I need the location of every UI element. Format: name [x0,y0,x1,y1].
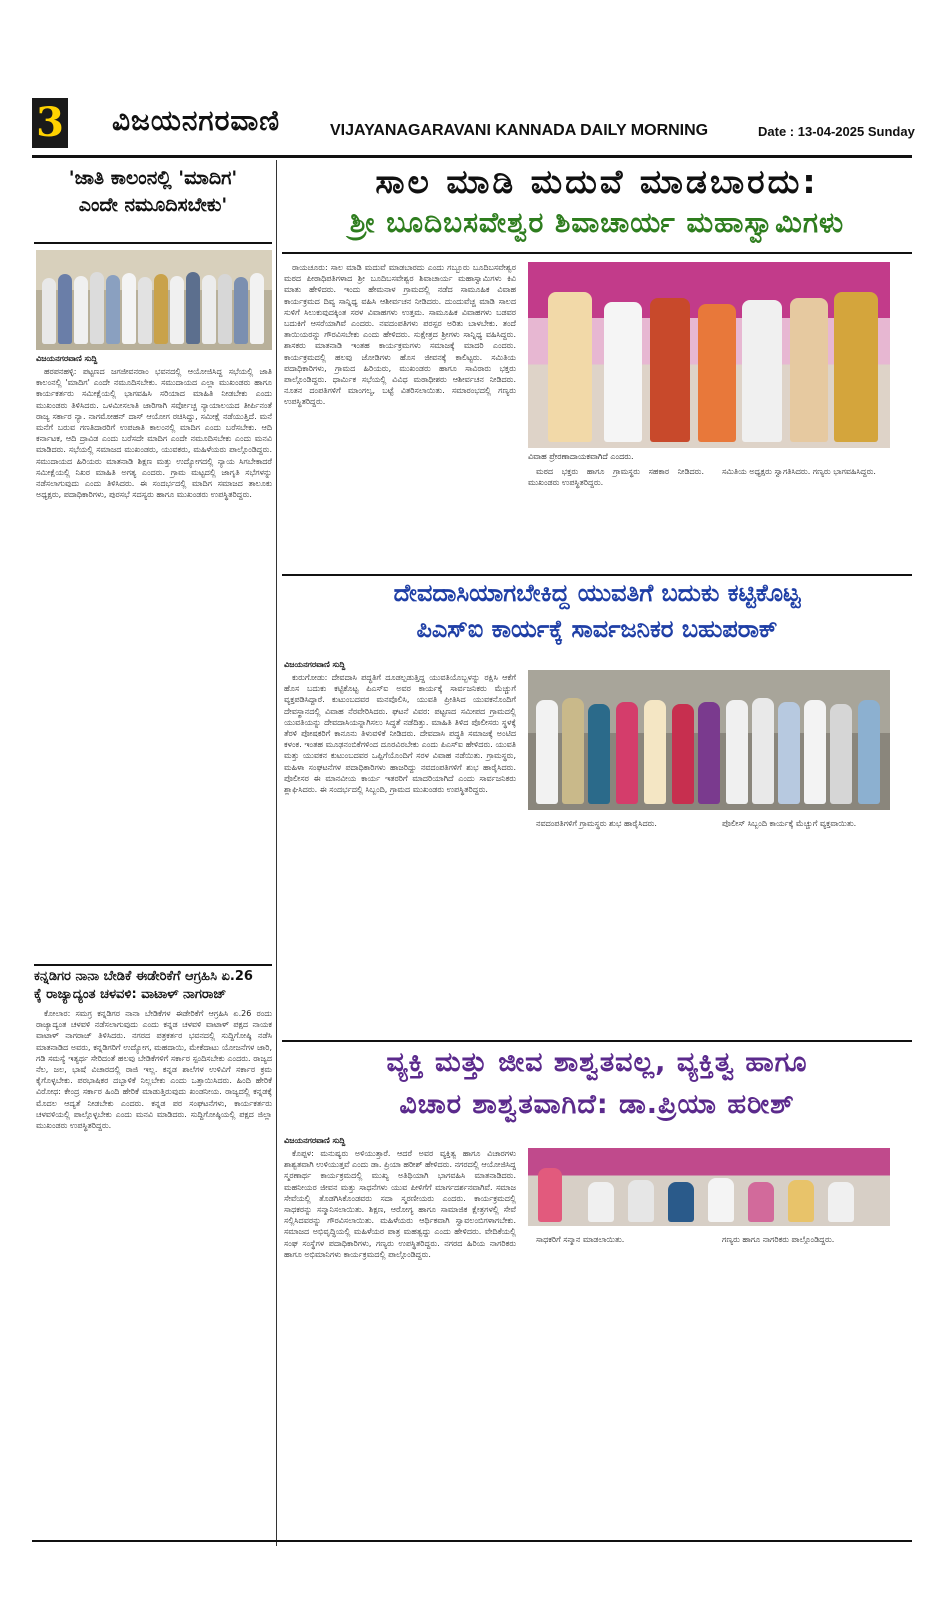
article5-body [284,1148,516,1528]
article1-headline [34,168,272,216]
article1-body [36,366,272,658]
article5-photo [528,1148,890,1226]
article5-headline-line2: ವಿಚಾರ ಶಾಶ್ವತವಾಗಿದೆ: ಡಾ.ಪ್ರಿಯಾ ಹರೀಶ್ [399,1089,795,1120]
article2-body-continued: ಮಠದ ಭಕ್ತರು ಹಾಗೂ ಗ್ರಾಮಸ್ಥರು ಸಹಕಾರ ನೀಡಿದರು. ಮುಖಂಡರು ಉಪಸ್ಥಿತರಿದ್ದರು. [528,467,704,488]
newspaper-subtitle: VIJAYANAGARAVANI KANNADA DAILY MORNING [330,122,709,139]
article5-byline: ವಿಜಯನಗರವಾಣಿ ಸುದ್ದಿ [284,1136,346,1145]
article2-photo-caption: ವಿವಾಹ ಪ್ರೇರಣಾದಾಯಕವಾಗಿದೆ ಎಂದರು. [528,452,634,461]
article3-rule-top [282,574,912,576]
article1-headline-line2: ಎಂದೇ ನಮೂದಿಸಬೇಕು' [78,193,228,216]
article2-body-continued-2: ಸಮಿತಿಯ ಅಧ್ಯಕ್ಷರು ಸ್ವಾಗತಿಸಿದರು. ಗಣ್ಯರು ಭಾಗವಹಿಸಿದ್ದರು. [722,467,876,476]
page-number: 3 [32,98,68,148]
article3-byline: ವಿಜಯನಗರವಾಣಿ ಸುದ್ದಿ [284,660,346,669]
article4-rule [34,964,272,966]
article2-photo [528,262,890,448]
article4-headline-line2: ಕ್ಕೆ ರಾಜ್ಯಾದ್ಯಂತ ಚಳವಳಿ: ವಾಟಾಳ್ ನಾಗರಾಜ್ [34,987,227,1003]
article3-body [284,672,516,1032]
article2-body-text: ರಾಯಚೂರು: ಸಾಲ ಮಾಡಿ ಮದುವೆ ಮಾಡಬಾರದು ಎಂದು ಗಬ್ಬೂರು ಬೂದಿಬಸವೇಶ್ವರ ಮಠದ ಪೀಠಾಧಿಪತಿಗಳಾದ ಶ್ರೀ ಬೂದಿಬಸವೇಶ್ವರ ಶಿವಾಚಾರ್ಯ ಮಹಾಸ್ವಾಮಿಗಳು ಕಿವಿ ಮಾತು ಹೇಳಿದರು. ಇಂದು ಹೇಮನಾಳ ಗ್ರಾಮದಲ್ಲಿ ನಡೆದ ಸಾಮೂಹಿಕ ವಿವಾಹ ಕಾರ್ಯಕ್ರಮದ ದಿವ್ಯ ಸಾನ್ನಿಧ್ಯ ವಹಿಸಿ ಆಶೀರ್ವಚನ ನೀಡಿದರು. ದುಂದುವೆಚ್ಚ ಮಾಡಿ ಸಾಲದ ಸುಳಿಗೆ ಸಿಲುಕುವುದಕ್ಕಿಂತ ಸರಳ ವಿವಾಹಗಳು ಉತ್ತಮ. ಸಾಮೂಹಿಕ ವಿವಾಹಗಳು ಬಡವರ ಬದುಕಿಗೆ ಆಸರೆಯಾಗಿವೆ ಎಂದರು. ನವದಂಪತಿಗಳು ಪರಸ್ಪರ ಅರಿತು ಬಾಳಬೇಕು. ತಂದೆ ತಾಯಿಯರನ್ನು ಗೌರವಿಸಬೇಕು ಎಂದು ಹೇಳಿದರು. ಸುಕ್ಷೇತ್ರದ ಶ್ರೀಗಳು ಸಾನ್ನಿಧ್ಯ ವಹಿಸಿದ್ದರು. ಶಾಸಕರು ಮಾತನಾಡಿ ಇಂತಹ ಕಾರ್ಯಕ್ರಮಗಳು ಸಮಾಜಕ್ಕೆ ಮಾದರಿ ಎಂದರು. ಕಾರ್ಯಕ್ರಮದಲ್ಲಿ ಹಲವು ಜೋಡಿಗಳು ಹೊಸ ಜೀವನಕ್ಕೆ ಕಾಲಿಟ್ಟರು. ಸಮಿತಿಯ ಪದಾಧಿಕಾರಿಗಳು, ಗ್ರಾಮದ ಹಿರಿಯರು, ಮುಖಂಡರು ಹಾಗೂ ಸಾವಿರಾರು ಭಕ್ತರು ಪಾಲ್ಗೊಂಡಿದ್ದರು. ಧಾರ್ಮಿಕ ಸಭೆಯಲ್ಲಿ ವಿವಿಧ ಮಠಾಧೀಶರು ಆಶೀರ್ವಚನ ನೀಡಿದರು. ನೂತನ ದಂಪತಿಗಳಿಗೆ ಮಾಂಗಲ್ಯ, ಬಟ್ಟೆ ವಿತರಿಸಲಾಯಿತು. ಸಮಾರಂಭದಲ್ಲಿ ಗಣ್ಯರು ಉಪಸ್ಥಿತರಿದ್ದರು. [284,263,516,407]
article5-body-text: ಕೊಪ್ಪಳ: ಮನುಷ್ಯರು ಅಳಿಯುತ್ತಾರೆ. ಆದರೆ ಅವರ ವ್ಯಕ್ತಿತ್ವ ಹಾಗೂ ವಿಚಾರಗಳು ಶಾಶ್ವತವಾಗಿ ಉಳಿಯುತ್ತವೆ ಎಂದು ಡಾ. ಪ್ರಿಯಾ ಹರೀಶ್ ಹೇಳಿದರು. ನಗರದಲ್ಲಿ ಆಯೋಜಿಸಿದ್ದ ಸ್ಮರಣಾರ್ಥ ಕಾರ್ಯಕ್ರಮದಲ್ಲಿ ಮುಖ್ಯ ಅತಿಥಿಯಾಗಿ ಭಾಗವಹಿಸಿ ಮಾತನಾಡಿದರು. ಮಹನೀಯರ ಜೀವನ ಮತ್ತು ಸಾಧನೆಗಳು ಯುವ ಪೀಳಿಗೆಗೆ ಮಾರ್ಗದರ್ಶನವಾಗಿವೆ. ಸಮಾಜ ಸೇವೆಯಲ್ಲಿ ತೊಡಗಿಸಿಕೊಂಡವರು ಸದಾ ಸ್ಮರಣೀಯರು ಎಂದರು. ಕಾರ್ಯಕ್ರಮದಲ್ಲಿ ಸಾಧಕರನ್ನು ಸನ್ಮಾನಿಸಲಾಯಿತು. ಶಿಕ್ಷಣ, ಆರೋಗ್ಯ ಹಾಗೂ ಸಾಮಾಜಿಕ ಕ್ಷೇತ್ರಗಳಲ್ಲಿ ಸೇವೆ ಸಲ್ಲಿಸಿದವರನ್ನು ಗೌರವಿಸಲಾಯಿತು. ಮಹಿಳೆಯರು ಆರ್ಥಿಕವಾಗಿ ಸ್ವಾವಲಂಬಿಗಳಾಗಬೇಕು. ಸಮಾಜದ ಅಭಿವೃದ್ಧಿಯಲ್ಲಿ ಮಹಿಳೆಯರ ಪಾತ್ರ ಮಹತ್ವದ್ದು ಎಂದು ಹೇಳಿದರು. ವೇದಿಕೆಯಲ್ಲಿ ಸಂಘ ಸಂಸ್ಥೆಗಳ ಪದಾಧಿಕಾರಿಗಳು, ಗಣ್ಯರು ಉಪಸ್ಥಿತರಿದ್ದರು. ನಗರದ ಹಿರಿಯ ನಾಗರಿಕರು ಹಾಗೂ ಅಭಿಮಾನಿಗಳು ಕಾರ್ಯಕ್ರಮದಲ್ಲಿ ಪಾಲ್ಗೊಂಡಿದ್ದರು. [284,1149,516,1259]
article1-photo [36,250,272,350]
article2-headline-line1: ಸಾಲ ಮಾಡಿ ಮದುವೆ ಮಾಡಬಾರದು: [375,162,819,201]
page-bottom-rule [32,1540,912,1542]
article1-headline-line1: 'ಜಾತಿ ಕಾಲಂನಲ್ಲಿ 'ಮಾದಿಗ' [68,167,238,189]
article4-headline [34,970,272,1003]
article2-rule [282,252,912,254]
article4-body-text: ಕೋಲಾರ: ಸಮಗ್ರ ಕನ್ನಡಿಗರ ನಾನಾ ಬೇಡಿಕೆಗಳ ಈಡೇರಿಕೆಗೆ ಆಗ್ರಹಿಸಿ ಏ.26 ರಂದು ರಾಜ್ಯಾದ್ಯಂತ ಚಳವಳಿ ನಡೆಸಲಾಗುವುದು ಎಂದು ಕನ್ನಡ ಚಳವಳಿ ವಾಟಾಳ್ ಪಕ್ಷದ ನಾಯಕ ವಾಟಾಳ್ ನಾಗರಾಜ್ ತಿಳಿಸಿದರು. ನಗರದ ಪತ್ರಕರ್ತರ ಭವನದಲ್ಲಿ ಸುದ್ದಿಗೋಷ್ಠಿ ನಡೆಸಿ ಮಾತನಾಡಿದ ಅವರು, ಕನ್ನಡಿಗರಿಗೆ ಉದ್ಯೋಗ, ಮಹದಾಯಿ, ಮೇಕೆದಾಟು ಯೋಜನೆಗಳ ಜಾರಿ, ಗಡಿ ಸಮಸ್ಯೆ ಇತ್ಯರ್ಥ ಸೇರಿದಂತೆ ಹಲವು ಬೇಡಿಕೆಗಳಿಗೆ ಸರ್ಕಾರ ಸ್ಪಂದಿಸಬೇಕು ಎಂದರು. ರಾಜ್ಯದ ನೆಲ, ಜಲ, ಭಾಷೆ ವಿಚಾರದಲ್ಲಿ ರಾಜಿ ಇಲ್ಲ. ಕನ್ನಡ ಶಾಲೆಗಳ ಉಳಿವಿಗೆ ಸರ್ಕಾರ ಕ್ರಮ ಕೈಗೊಳ್ಳಬೇಕು. ಪರಭಾಷಿಕರ ದಬ್ಬಾಳಿಕೆ ನಿಲ್ಲಬೇಕು ಎಂದು ಒತ್ತಾಯಿಸಿದರು. ಹಿಂದಿ ಹೇರಿಕೆ ವಿರೋಧ: ಕೇಂದ್ರ ಸರ್ಕಾರ ಹಿಂದಿ ಹೇರಿಕೆ ಮಾಡುತ್ತಿರುವುದು ಖಂಡನೀಯ. ರಾಜ್ಯದಲ್ಲಿ ಕನ್ನಡಕ್ಕೆ ಮೊದಲ ಆದ್ಯತೆ ನೀಡಬೇಕು ಎಂದರು. ಕನ್ನಡ ಪರ ಸಂಘಟನೆಗಳು, ಕಾರ್ಯಕರ್ತರು ಚಳವಳಿಯಲ್ಲಿ ಪಾಲ್ಗೊಳ್ಳಬೇಕು ಎಂದು ಮನವಿ ಮಾಡಿದರು. ಸುದ್ದಿಗೋಷ್ಠಿಯಲ್ಲಿ ಪಕ್ಷದ ಜಿಲ್ಲಾ ಮುಖಂಡರು ಉಪಸ್ಥಿತರಿದ್ದರು. [36,1009,272,1131]
edition-date: Date : 13-04-2025 Sunday [758,124,915,139]
article1-body-text: ಹರಪನಹಳ್ಳಿ: ಪಟ್ಟಣದ ಜಗಜೀವನರಾಂ ಭವನದಲ್ಲಿ ಆಯೋಜಿಸಿದ್ದ ಸಭೆಯಲ್ಲಿ ಜಾತಿ ಕಾಲಂನಲ್ಲಿ 'ಮಾದಿಗ' ಎಂದೇ ನಮೂದಿಸಬೇಕು. ಸಮುದಾಯದ ಎಲ್ಲಾ ಮುಖಂಡರು ಹಾಗೂ ಕಾರ್ಯಕರ್ತರು ಸಮೀಕ್ಷೆಯಲ್ಲಿ ಭಾಗವಹಿಸಿ ಸರಿಯಾದ ಮಾಹಿತಿ ನೀಡಬೇಕು ಎಂದು ಮುಖಂಡರು ತಿಳಿಸಿದರು. ಒಳಮೀಸಲಾತಿ ಜಾರಿಗಾಗಿ ಸರ್ವೋಚ್ಚ ನ್ಯಾಯಾಲಯದ ತೀರ್ಪಿನಂತೆ ರಾಜ್ಯ ಸರ್ಕಾರ ನ್ಯಾ. ನಾಗಮೋಹನ್ ದಾಸ್ ಆಯೋಗ ರಚಿಸಿದ್ದು, ಸಮೀಕ್ಷೆ ನಡೆಯುತ್ತಿದೆ. ಮನೆ ಮನೆಗೆ ಬರುವ ಗಣತಿದಾರರಿಗೆ ಉಪಜಾತಿ ಕಾಲಂನಲ್ಲಿ ಮಾದಿಗ ಎಂದು ಬರೆಸಬೇಕು. ಆದಿ ಕರ್ನಾಟಕ, ಆದಿ ದ್ರಾವಿಡ ಎಂದು ಬರೆಸದೇ ಮಾದಿಗ ಎಂದೇ ನಮೂದಿಸಬೇಕು ಎಂದು ಮನವಿ ಮಾಡಿದರು. ಸಭೆಯಲ್ಲಿ ಸಮಾಜದ ಮುಖಂಡರು, ಯುವಕರು, ಮಹಿಳೆಯರು ಪಾಲ್ಗೊಂಡಿದ್ದರು. ಸಮುದಾಯದ ಹಿರಿಯರು ಮಾತನಾಡಿ ಶಿಕ್ಷಣ ಮತ್ತು ಉದ್ಯೋಗದಲ್ಲಿ ನ್ಯಾಯ ಸಿಗಬೇಕಾದರೆ ಸಮೀಕ್ಷೆಯಲ್ಲಿ ನಿಖರ ಮಾಹಿತಿ ಅಗತ್ಯ ಎಂದರು. ಗ್ರಾಮ ಮಟ್ಟದಲ್ಲಿ ಜಾಗೃತಿ ಸಭೆಗಳನ್ನು ನಡೆಸಲಾಗುವುದು ಎಂದು ತಿಳಿಸಿದರು. ಈ ಸಂದರ್ಭದಲ್ಲಿ ಮಾದಿಗ ಸಮಾಜದ ತಾಲೂಕು ಅಧ್ಯಕ್ಷರು, ಪದಾಧಿಕಾರಿಗಳು, ಪುರಸಭೆ ಸದಸ್ಯರು ಹಾಗೂ ಮುಖಂಡರು ಉಪಸ್ಥಿತರಿದ್ದರು. [36,367,272,500]
column-divider [276,160,277,1546]
article2-headline-line2: ಶ್ರೀ ಬೂದಿಬಸವೇಶ್ವರ ಶಿವಾಚಾರ್ಯ ಮಹಾಸ್ವಾಮಿಗಳು [349,206,845,239]
article4-body [36,1008,272,1240]
article2-body [284,262,516,562]
article3-body-text: ಕುರುಗೋಡು: ದೇವದಾಸಿ ಪದ್ಧತಿಗೆ ದೂಡಲ್ಪಡುತ್ತಿದ್ದ ಯುವತಿಯೊಬ್ಬಳನ್ನು ರಕ್ಷಿಸಿ ಆಕೆಗೆ ಹೊಸ ಬದುಕು ಕಟ್ಟಿಕೊಟ್ಟ ಪಿಎಸ್ಐ ಅವರ ಕಾರ್ಯಕ್ಕೆ ಸಾರ್ವಜನಿಕರು ಮೆಚ್ಚುಗೆ ವ್ಯಕ್ತಪಡಿಸಿದ್ದಾರೆ. ಕುಟುಂಬದವರ ಮನವೊಲಿಸಿ, ಯುವತಿ ಪ್ರೀತಿಸಿದ ಯುವಕನೊಂದಿಗೆ ದೇವಸ್ಥಾನದಲ್ಲಿ ವಿವಾಹ ನೆರವೇರಿಸಿದರು. ಘಟನೆ ವಿವರ: ಪಟ್ಟಣದ ಸಮೀಪದ ಗ್ರಾಮದಲ್ಲಿ ಯುವತಿಯನ್ನು ದೇವದಾಸಿಯನ್ನಾಗಿಸಲು ಸಿದ್ಧತೆ ನಡೆದಿತ್ತು. ಮಾಹಿತಿ ತಿಳಿದ ಪೊಲೀಸರು ಸ್ಥಳಕ್ಕೆ ತೆರಳಿ ಪೋಷಕರಿಗೆ ಕಾನೂನು ತಿಳುವಳಿಕೆ ನೀಡಿದರು. ದೇವದಾಸಿ ಪದ್ಧತಿ ಸಮಾಜಕ್ಕೆ ಅಂಟಿದ ಕಳಂಕ. ಇಂತಹ ಮೂಢನಂಬಿಕೆಗಳಿಂದ ದೂರವಿರಬೇಕು ಎಂದು ಪಿಎಸ್ಐ ಹೇಳಿದರು. ಯುವತಿ ಮತ್ತು ಯುವಕನ ಕುಟುಂಬದವರ ಒಪ್ಪಿಗೆಯೊಂದಿಗೆ ಸರಳ ವಿವಾಹ ನಡೆಯಿತು. ಗ್ರಾಮಸ್ಥರು, ಮಹಿಳಾ ಸಂಘಟನೆಗಳ ಪದಾಧಿಕಾರಿಗಳು ಹಾಜರಿದ್ದು ನವದಂಪತಿಗಳಿಗೆ ಶುಭ ಹಾರೈಸಿದರು. ಪೊಲೀಸರ ಈ ಮಾನವೀಯ ಕಾರ್ಯ ಇತರರಿಗೆ ಮಾದರಿಯಾಗಿದೆ ಎಂದು ಸಾರ್ವಜನಿಕರು ಶ್ಲಾಘಿಸಿದರು. ಈ ಸಂದರ್ಭದಲ್ಲಿ ಸಿಬ್ಬಂದಿ, ಗ್ರಾಮದ ಮುಖಂಡರು ಉಪಸ್ಥಿತರಿದ್ದರು. [284,673,516,795]
article1-rule [34,242,272,244]
article3-headline-line2: ಪಿಎಸ್ಐ ಕಾರ್ಯಕ್ಕೆ ಸಾರ್ವಜನಿಕರ ಬಹುಪರಾಕ್ [416,615,778,643]
article3-photo [528,670,890,810]
newspaper-title: ವಿಜಯನಗರವಾಣಿ [112,104,281,137]
article1-byline: ವಿಜಯನಗರವಾಣಿ ಸುದ್ದಿ [36,354,98,363]
masthead-rule [32,155,912,158]
article3-body-continued: ನವದಂಪತಿಗಳಿಗೆ ಗ್ರಾಮಸ್ಥರು ಶುಭ ಹಾರೈಸಿದರು. [536,819,657,828]
article5-rule-top [282,1040,912,1042]
article5-body-continued-2: ಗಣ್ಯರು ಹಾಗೂ ನಾಗರಿಕರು ಪಾಲ್ಗೊಂಡಿದ್ದರು. [722,1235,835,1244]
article3-headline-line1: ದೇವದಾಸಿಯಾಗಬೇಕಿದ್ದ ಯುವತಿಗೆ ಬದುಕು ಕಟ್ಟಿಕೊಟ್ಟ [393,579,801,607]
article5-headline-line1: ವ್ಯಕ್ತಿ ಮತ್ತು ಜೀವ ಶಾಶ್ವತವಲ್ಲ, ವ್ಯಕ್ತಿತ್ವ ಹಾಗೂ [386,1047,808,1078]
article5-body-continued: ಸಾಧಕರಿಗೆ ಸನ್ಮಾನ ಮಾಡಲಾಯಿತು. [536,1235,625,1244]
article4-headline-line1: ಕನ್ನಡಿಗರ ನಾನಾ ಬೇಡಿಕೆ ಈಡೇರಿಕೆಗೆ ಆಗ್ರಹಿಸಿ ಏ.26 [34,969,253,984]
article3-body-continued-2: ಪೊಲೀಸ್ ಸಿಬ್ಬಂದಿ ಕಾರ್ಯಕ್ಕೆ ಮೆಚ್ಚುಗೆ ವ್ಯಕ್ತವಾಯಿತು. [722,819,857,828]
